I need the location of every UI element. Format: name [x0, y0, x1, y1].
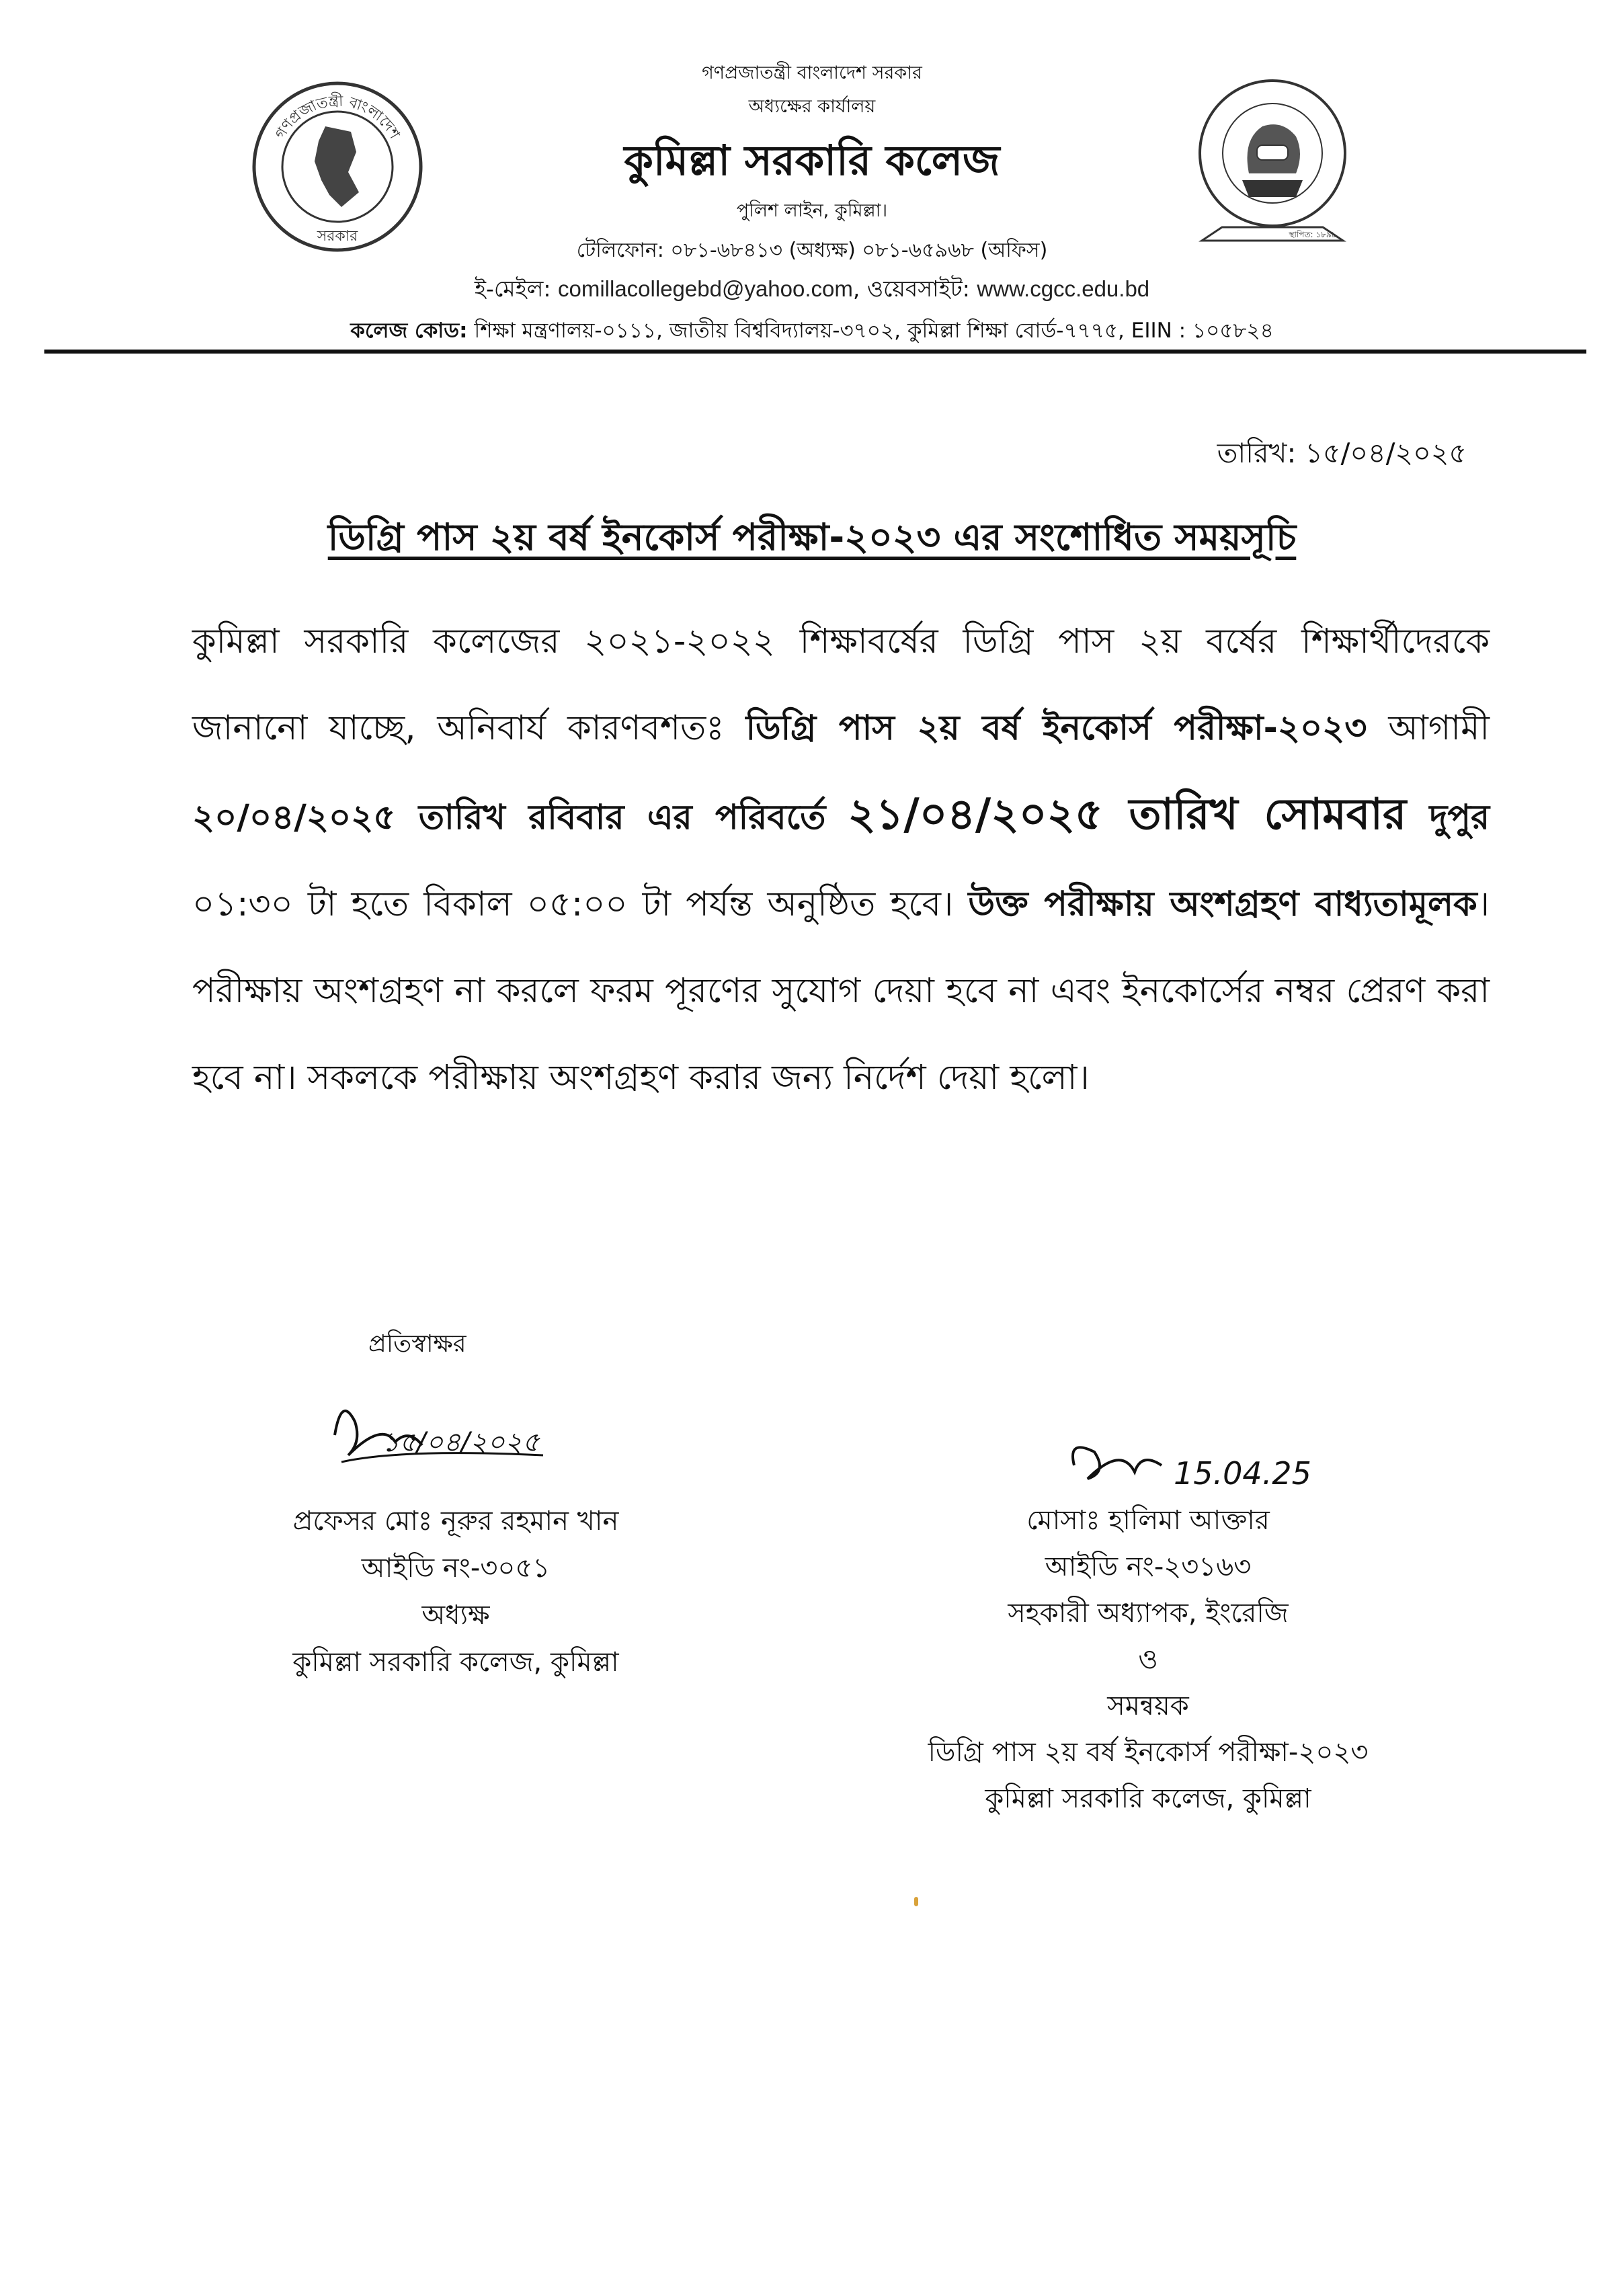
email-label: ই-মেইল:: [474, 276, 551, 302]
government-name: গণপ্রজাতন্ত্রী বাংলাদেশ সরকার: [702, 63, 922, 83]
email-link[interactable]: comillacollegebd@yahoo.com: [557, 276, 853, 301]
principal-designation: অধ্যক্ষ: [421, 1600, 490, 1631]
contact-row: [140, 272, 1484, 309]
office-name: অধ্যক্ষের কার্যালয়: [748, 96, 876, 117]
body-bold-exam: ডিগ্রি পাস ২য় বর্ষ ইনকোর্স পরীক্ষা-২০২৩: [745, 708, 1367, 748]
coordinator-designation: সহকারী অধ্যাপক, ইংরেজি: [1008, 1598, 1289, 1629]
seal-bottom-text: সরকার: [317, 228, 358, 245]
countersign-label: প্রতিস্বাক্ষর: [368, 1330, 466, 1358]
website-label: , ওয়েবসাইট:: [852, 276, 970, 302]
notice-title: [173, 510, 1451, 571]
body-bold-time: দুপুর: [1406, 798, 1490, 838]
coordinator-id: আইডি নং-২৩১৬৩: [1045, 1551, 1252, 1582]
seal-established-text: স্থাপিত: ১৮৯৯: [1289, 230, 1337, 239]
letterhead-divider: [44, 350, 1586, 354]
principal-signature: [321, 1381, 577, 1482]
notice-date: তারিখ: ১৫/০৪/২০২৫: [1217, 437, 1467, 469]
body-bold-old-date: ২০/০৪/২০২৫ তারিখ রবিবার এর পরিবর্তে: [192, 798, 826, 838]
website-link[interactable]: www.cgcc.edu.bd: [977, 276, 1150, 301]
coordinator-signature-date: 15.04.25: [1174, 1455, 1311, 1492]
body-segment: কুমিল্লা সরকারি কলেজের ২০২১-২০২২ শিক্ষাবর্ষের ডিগ্রি পাস ২য় বর্ষের শিক্ষার্থীদেরকে জানানো যাচ্ছে, অনিবার্য কারণবশতঃ: [192, 622, 1490, 748]
college-name: কুমিল্লা সরকারি কলেজ: [624, 136, 1000, 185]
body-segment: । পরীক্ষায় অংশগ্রহণ না করলে ফরম পূরণের সুযোগ দেয়া হবে না এবং ইনকোর্সের নম্বর প্রেরণ করা হবে না। সকলকে পরীক্ষায় অংশগ্রহণ করার জন্য নির্দেশ দেয়া হলো।: [192, 885, 1490, 1098]
principal-id: আইডি নং-৩০৫১: [361, 1553, 551, 1584]
body-bold-mandatory: উক্ত পরীক্ষায় অংশগ্রহণ বাধ্যতামূলক: [968, 885, 1477, 924]
coordinator-role: সমন্বয়ক: [1107, 1691, 1189, 1721]
body-new-date: ২১/০৪/২০২৫ তারিখ সোমবার: [848, 790, 1407, 840]
coordinator-name: মোসাঃ হালিমা আক্তার: [1026, 1505, 1270, 1536]
seal-top-text: গণপ্রজাতন্ত্রী বাংলাদেশ: [272, 93, 403, 143]
principal-institution: কুমিল্লা সরকারি কলেজ, কুমিল্লা: [292, 1647, 619, 1678]
principal-name: প্রফেসর মোঃ নূরুর রহমান খান: [292, 1506, 619, 1537]
body-segment: ০১:৩০ টা হতে বিকাল ০৫:০০ টা পর্যন্ত অনুষ্ঠিত হবে।: [192, 885, 969, 924]
code-label: কলেজ কোড:: [350, 319, 468, 343]
notice-title-text: ডিগ্রি পাস ২য় বর্ষ ইনকোর্স পরীক্ষা-২০২৩ এর সংশোধিত সময়সূচি: [327, 516, 1297, 559]
college-address: পুলিশ লাইন, কুমিল্লা।: [736, 200, 888, 221]
scan-speck: [914, 1897, 918, 1906]
government-seal-logo: [250, 79, 425, 254]
coordinator-signature: [1061, 1432, 1410, 1506]
college-seal-logo: [1195, 73, 1350, 261]
coordinator-exam: ডিগ্রি পাস ২য় বর্ষ ইনকোর্স পরীক্ষা-২০২৩: [928, 1737, 1369, 1768]
body-segment: আগামী: [1367, 708, 1490, 748]
notice-body: [192, 598, 1490, 1121]
coordinator-institution: কুমিল্লা সরকারি কলেজ, কুমিল্লা: [985, 1783, 1311, 1814]
phone-numbers: টেলিফোন: ০৮১-৬৮৪১৩ (অধ্যক্ষ) ০৮১-৬৫৯৬৮ (অফিস): [576, 239, 1048, 262]
principal-signature-date: ১৫/০৪/২০২৫: [382, 1427, 540, 1458]
coordinator-and: ও: [1138, 1644, 1158, 1675]
code-values: শিক্ষা মন্ত্রণালয়-০১১১, জাতীয় বিশ্ববিদ্যালয়-৩৭০২, কুমিল্লা শিক্ষা বোর্ড-৭৭৭৫, EIIN : ১০৫৮২৪: [474, 319, 1274, 343]
college-codes: [140, 315, 1484, 350]
